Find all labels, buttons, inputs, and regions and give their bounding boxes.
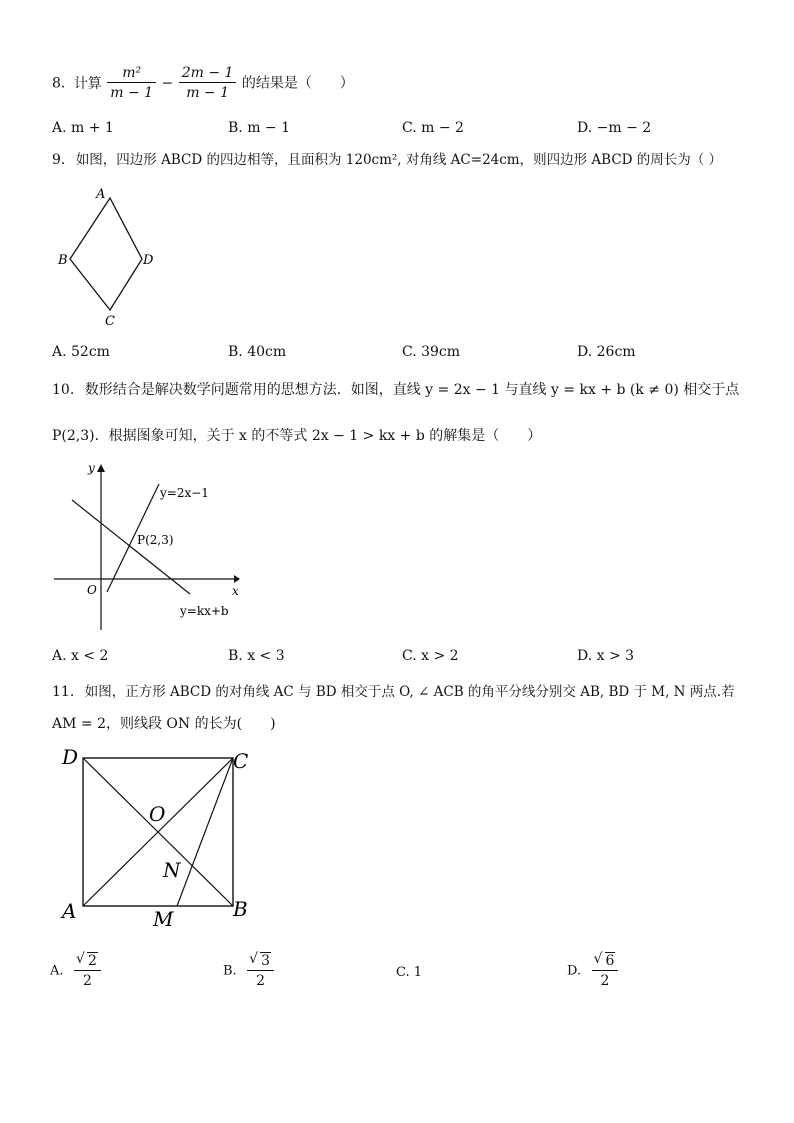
label-a: A [96, 187, 106, 202]
q11-b-fraction: √ $\frac{3}{2}$ [247, 952, 274, 991]
question-10 [52, 380, 739, 400]
q8-number: 8. [52, 75, 66, 92]
q8-fraction-2: $\frac{2m - 1}{m - 1}$ [179, 64, 237, 103]
label-m: M [153, 907, 174, 931]
label-o: O [149, 802, 166, 826]
q11-d-fraction: √ $\frac{6}{2}$ [592, 952, 619, 991]
line1-label: y=2x−1 [160, 486, 209, 500]
q10-number: 10. [52, 382, 75, 398]
rhombus-abcd [70, 198, 142, 310]
y-axis-label: y [88, 461, 95, 475]
x-axis-label: x [232, 584, 239, 598]
question-11 [52, 682, 735, 702]
q11-line2: AM = 2，则线段 ON 的长为( ) [52, 716, 276, 732]
q8-option-d: D. −m − 2 [577, 120, 652, 136]
q8-option-c: C. m − 2 [402, 120, 464, 136]
q11-a-fraction: √ $\frac{2}{2}$ [74, 952, 101, 991]
bisector-cm [177, 758, 233, 906]
q8-lead: 计算 [73, 75, 102, 92]
q8-minus: − [161, 75, 174, 92]
q11-option-c: C. 1 [396, 965, 423, 980]
origin-label: O [87, 583, 97, 597]
label-d: D [143, 253, 154, 268]
label-b: B [233, 897, 248, 921]
q9-option-b: B. 40cm [228, 344, 287, 360]
graph-figure [52, 460, 252, 635]
y-axis-arrow [97, 464, 105, 472]
q8-option-b: B. m − 1 [228, 120, 291, 136]
q9-number: 9. [52, 152, 66, 168]
q8-tail: 的结果是（ ） [241, 75, 354, 92]
label-n: N [163, 858, 181, 882]
q10-option-a: A. x < 2 [52, 648, 109, 664]
label-a: A [62, 899, 77, 923]
label-c: C [105, 314, 115, 329]
q11-number: 11. [52, 684, 75, 700]
q10-line1: 数形结合是解决数学问题常用的思想方法．如图，直线 y = 2x − 1 与直线 y = kx + b (k ≠ 0) 相交于点 [84, 382, 740, 398]
q8-option-a: A. m + 1 [52, 120, 114, 136]
square-figure [52, 740, 272, 940]
line-kx-plus-b [72, 500, 190, 594]
q9-option-a: A. 52cm [52, 344, 110, 360]
q10-line2: P(2,3)．根据图象可知，关于 x 的不等式 2x − 1 > kx + b 的解集是（ ） [52, 428, 542, 444]
line2-label: y=kx+b [180, 604, 229, 618]
q10-option-c: C. x > 2 [402, 648, 459, 664]
q11-option-a: A. √ $\frac{2}{2}$ [50, 952, 102, 991]
q8-fraction-1: $\frac{\text{m²}}{m - 1}$ [107, 64, 156, 103]
q9-option-c: C. 39cm [402, 344, 461, 360]
q9-option-d: D. 26cm [577, 344, 636, 360]
question-9 [52, 150, 722, 170]
label-c: C [233, 749, 249, 773]
q10-option-b: B. x < 3 [228, 648, 285, 664]
q11-option-b: B. √ $\frac{3}{2}$ [223, 952, 275, 991]
q11-line1: 如图，正方形 ABCD 的对角线 AC 与 BD 相交于点 O, ∠ ACB 的角平分线分别交 AB, BD 于 M, N 两点.若 [84, 684, 735, 700]
point-p-label: P(2,3) [137, 533, 174, 547]
rhombus-figure [52, 182, 162, 332]
question-8 [52, 64, 354, 103]
x-axis-arrow [234, 575, 240, 583]
label-d: D [62, 745, 79, 769]
q11-option-d: D. √ $\frac{6}{2}$ [567, 952, 619, 991]
q10-option-d: D. x > 3 [577, 648, 635, 664]
q9-text: 如图，四边形 ABCD 的四边相等，且面积为 120cm², 对角线 AC=24cm，则四边形 ABCD 的周长为（ ） [75, 152, 723, 168]
label-b: B [58, 253, 68, 268]
